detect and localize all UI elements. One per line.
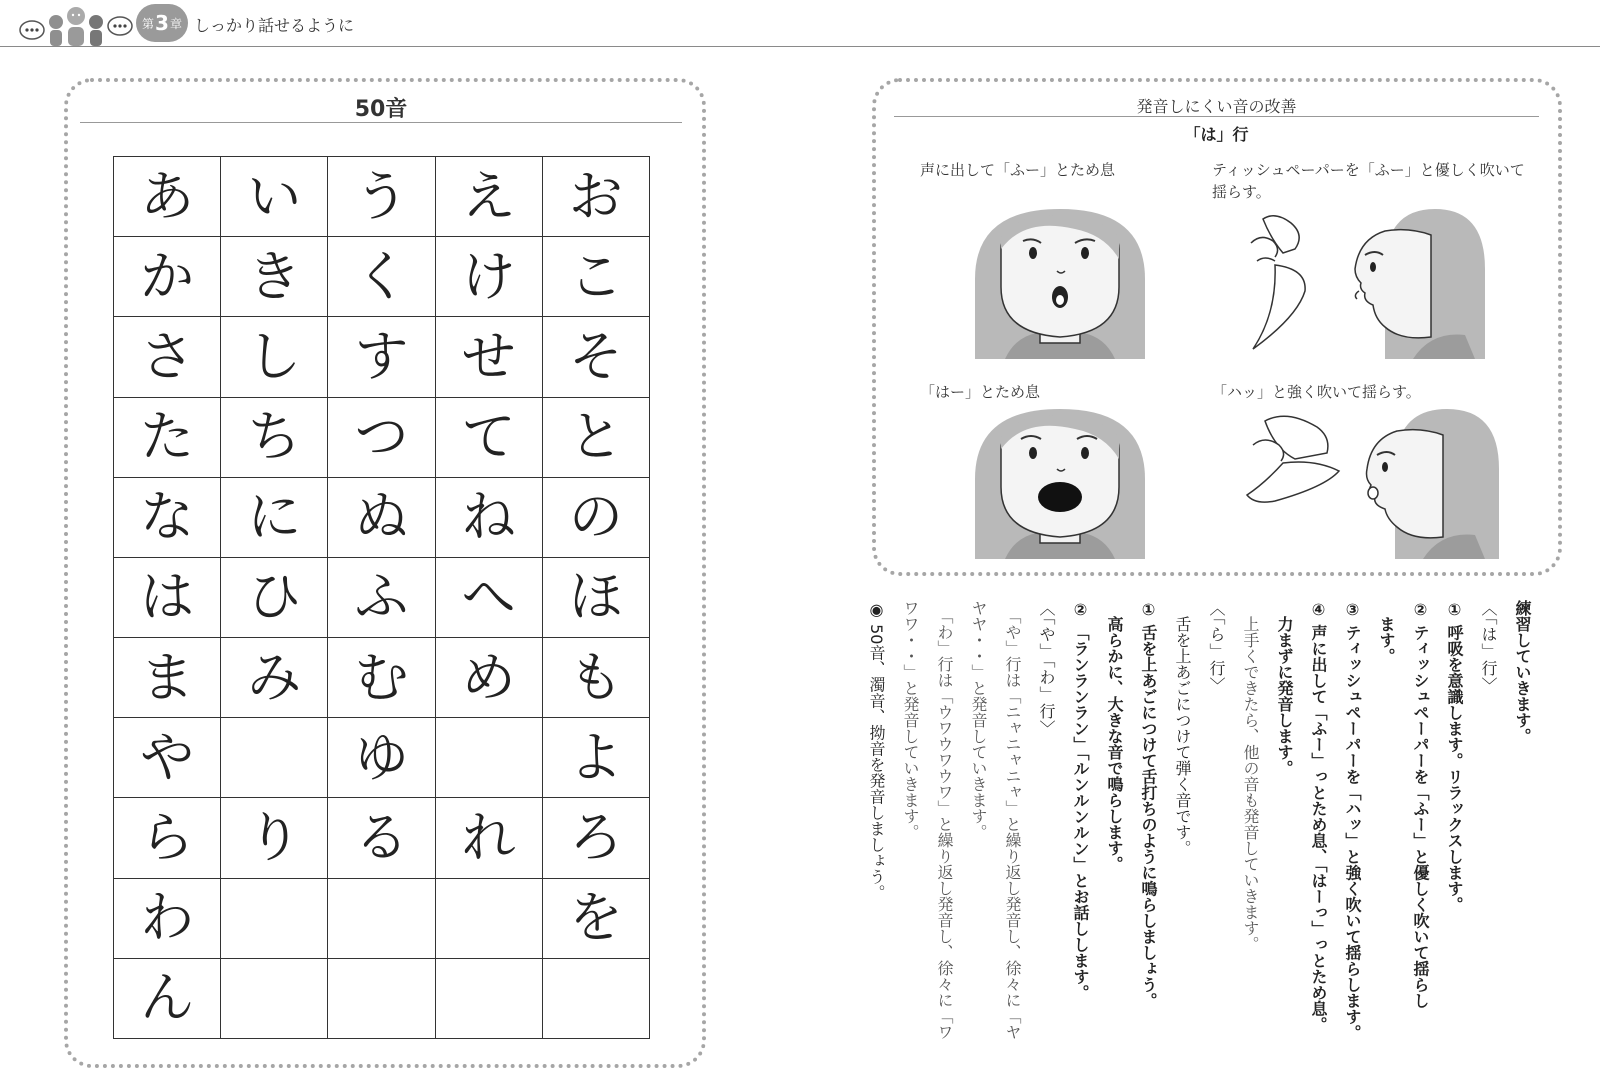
kana-cell: て	[435, 397, 542, 477]
instruction-line: ③ ティッシュペーパーを「ハッ」と強く吹いて揺らします。	[1343, 600, 1362, 1041]
kana-cell: す	[328, 317, 435, 397]
kana-cell	[221, 958, 328, 1038]
instruction-line: 練習していきます。	[1513, 600, 1532, 744]
kana-cell: そ	[542, 317, 649, 397]
chapter-title: しっかり話せるように	[194, 16, 355, 35]
kana-cell: か	[114, 237, 221, 317]
instruction-line: ヤヤ・・」と発音していきます。	[969, 600, 988, 840]
kana-cell: ほ	[542, 557, 649, 637]
kana-row	[114, 397, 650, 477]
kana-cell: さ	[114, 317, 221, 397]
instruction-line: 舌を上あごにつけて弾く音です。	[1173, 600, 1192, 856]
kana-cell: ら	[114, 798, 221, 878]
kana-row	[114, 557, 650, 637]
kana-cell: し	[221, 317, 328, 397]
kana-cell: く	[328, 237, 435, 317]
instruction-line: 高らかに、大きな音で鳴らします。	[1105, 600, 1124, 872]
kana-cell: け	[435, 237, 542, 317]
kana-cell: あ	[114, 157, 221, 237]
chapter-badge	[136, 4, 188, 42]
instruction-heading: 〈「は」行〉	[1479, 600, 1498, 694]
kana-row	[114, 878, 650, 958]
page-header	[0, 0, 1600, 48]
kana-row	[114, 317, 650, 397]
kana-cell: ね	[435, 477, 542, 557]
kana-cell: と	[542, 397, 649, 477]
kana-cell	[328, 878, 435, 958]
kana-cell	[435, 958, 542, 1038]
kana-cell: に	[221, 477, 328, 557]
improvement-subtitle: 「は」行	[1184, 125, 1249, 144]
kana-cell: ぬ	[328, 477, 435, 557]
caption-top-left: 声に出して「ふー」とため息	[920, 161, 1116, 179]
kana-cell: た	[114, 397, 221, 477]
woman-saying-ha-icon	[965, 409, 1155, 561]
kana-cell: せ	[435, 317, 542, 397]
chapter-number: 3	[155, 11, 169, 35]
kana-cell: こ	[542, 237, 649, 317]
kana-row	[114, 477, 650, 557]
kana-cell: や	[114, 718, 221, 798]
kana-cell: お	[542, 157, 649, 237]
kana-cell: は	[114, 557, 221, 637]
kana-cell: ち	[221, 397, 328, 477]
kana-cell: き	[221, 237, 328, 317]
improvement-title-rule	[894, 116, 1539, 117]
woman-saying-fu-icon	[965, 209, 1155, 361]
practice-instructions	[867, 600, 1539, 1066]
caption-bottom-right: 「ハッ」と強く吹いて揺らす。	[1212, 383, 1421, 401]
instruction-heading: 〈「ら」行〉	[1207, 600, 1226, 694]
kana-row	[114, 638, 650, 718]
instruction-line: 上手くできたら、他の音も発音していきます。	[1241, 600, 1260, 952]
kana-cell: む	[328, 638, 435, 718]
kana-cell: ろ	[542, 798, 649, 878]
kana-cell	[435, 718, 542, 798]
kana-cell: み	[221, 638, 328, 718]
kana-cell	[328, 958, 435, 1038]
kana-cell: よ	[542, 718, 649, 798]
instruction-line: ◉ 50音、濁音、拗音を発音しましょう。	[867, 600, 886, 901]
kana-cell: を	[542, 878, 649, 958]
kana-cell: ふ	[328, 557, 435, 637]
tissue-gentle-blow-icon	[1235, 209, 1495, 361]
instruction-line: ます。	[1377, 600, 1396, 664]
kana-row	[114, 718, 650, 798]
kana-cell: め	[435, 638, 542, 718]
kana-cell: わ	[114, 878, 221, 958]
kana-cell: ゆ	[328, 718, 435, 798]
kana-row	[114, 237, 650, 317]
instruction-line: ワワ・・」と発音していきます。	[901, 600, 920, 840]
kana-row	[114, 958, 650, 1038]
caption-top-right: ティッシュペーパーを「ふー」と優しく吹いて揺らす。	[1212, 161, 1525, 201]
kana-cell	[221, 718, 328, 798]
kana-cell	[435, 878, 542, 958]
three-people-speech-icon	[18, 2, 136, 46]
instruction-line: ① 舌を上あごにつけて舌打ちのように鳴らしましょう。	[1139, 600, 1158, 1009]
kana-grid	[113, 156, 650, 1039]
kana-row	[114, 798, 650, 878]
kana-table-title-rule	[80, 122, 682, 123]
instruction-line: ② ティッシュペーパーを「ふー」と優しく吹いて揺らし	[1411, 600, 1430, 1009]
kana-cell: ん	[114, 958, 221, 1038]
kana-cell: ひ	[221, 557, 328, 637]
kana-table-title: 50音	[354, 97, 408, 122]
caption-bottom-left: 「はー」とため息	[920, 383, 1041, 401]
kana-cell: へ	[435, 557, 542, 637]
improvement-title: 発音しにくい音の改善	[1136, 97, 1297, 116]
instruction-line: 「や」行は「ニャニャニャ」と繰り返し発音し、徐々に「ヤ	[1003, 600, 1022, 1040]
chapter-suffix: 章	[169, 16, 182, 31]
kana-cell: れ	[435, 798, 542, 878]
kana-cell	[221, 878, 328, 958]
kana-row	[114, 157, 650, 237]
header-rule	[0, 46, 1600, 47]
kana-cell: つ	[328, 397, 435, 477]
tissue-strong-blow-icon	[1235, 409, 1505, 561]
kana-cell: る	[328, 798, 435, 878]
instruction-heading: 〈「や」「わ」行〉	[1037, 600, 1056, 737]
kana-cell: ま	[114, 638, 221, 718]
kana-cell: も	[542, 638, 649, 718]
kana-cell: う	[328, 157, 435, 237]
chapter-prefix: 第	[142, 16, 155, 31]
instruction-line: 「わ」行は「ウワウワウワ」と繰り返し発音し、徐々に「ワ	[935, 600, 954, 1040]
instruction-line: ① 呼吸を意識します。リラックスします。	[1445, 600, 1464, 913]
kana-cell: い	[221, 157, 328, 237]
kana-cell: え	[435, 157, 542, 237]
kana-cell: り	[221, 798, 328, 878]
kana-cell: の	[542, 477, 649, 557]
instruction-line: ② 「ランランラン」「ルンルンルン」とお話しします。	[1071, 600, 1090, 1001]
instruction-line: 力まずに発音します。	[1275, 600, 1294, 776]
instruction-line: ④ 声に出して「ふー」っとため息、「はーっ」っとため息。	[1309, 600, 1328, 1033]
kana-cell	[542, 958, 649, 1038]
kana-cell: な	[114, 477, 221, 557]
